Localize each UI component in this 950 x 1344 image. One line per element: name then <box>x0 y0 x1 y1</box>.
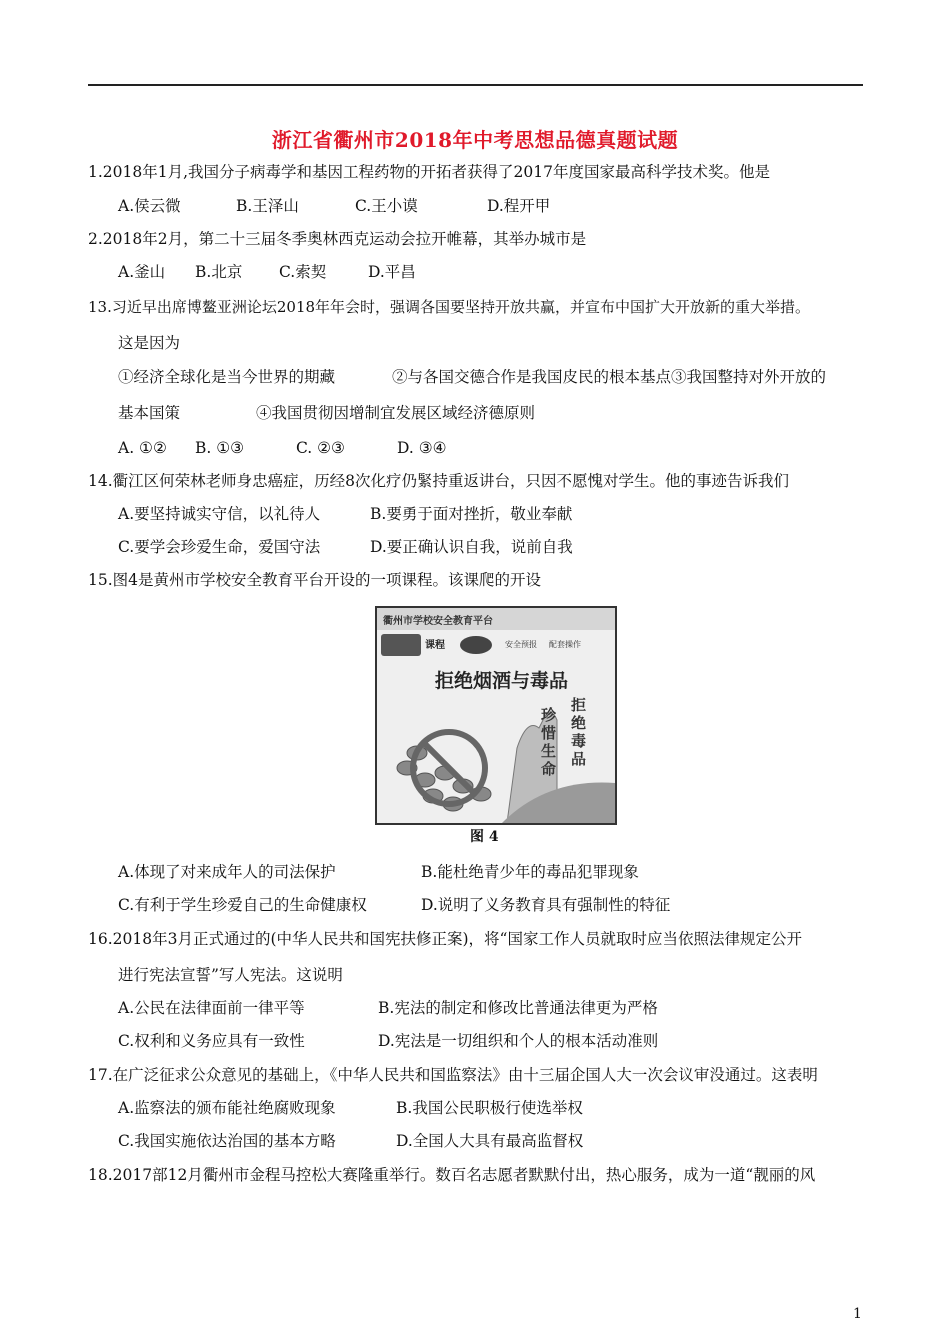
q1-option-b: B.王泽山 <box>236 197 299 215</box>
q14-option-c: C.要学会珍爱生命，爱国守法 <box>118 538 321 556</box>
question-16-stem-cont: 进行宪法宣誓”写人宪法。这说明 <box>118 966 343 984</box>
q13-statement-3-cont: 基本国策 <box>118 404 181 422</box>
q13-statement-4: ④我国贯彻因增制宜发展区域经济德原则 <box>256 404 536 422</box>
poster-rules: 配套操作 <box>549 640 581 649</box>
q17-option-c: C.我国实施依达治国的基本方略 <box>118 1132 336 1150</box>
poster-header: 衢州市学校安全教育平台 <box>383 616 493 627</box>
poster-safety: 安全预报 <box>505 640 537 649</box>
q2-option-a: A.釜山 <box>118 263 166 281</box>
q17-option-a: A.监察法的颁布能社绝腐败现象 <box>118 1099 336 1117</box>
figure-4-poster <box>375 606 617 825</box>
question-14-stem: 14.衢江区何荣林老师身忠癌症，历经8次化疗仍緊持重返讲台，只因不愿愧对学生。他的事迹告诉我们 <box>88 472 790 490</box>
q16-option-c: C.权利和义务应具有一致性 <box>118 1032 305 1050</box>
question-1-stem: 1.2018年1月,我国分子病毒学和基因工程药物的开拓者获得了2017年度国家最高科学技术奖。他是 <box>88 163 770 181</box>
q13-option-c: C. ②③ <box>296 439 345 457</box>
document-title: 浙江省衢州市2018年中考思想品德真题试题 <box>271 128 679 152</box>
q1-option-c: C.王小谟 <box>355 197 418 215</box>
q16-option-d: D.宪法是一切组织和个人的根本活动准则 <box>378 1032 659 1050</box>
page-number: 1 <box>853 1306 862 1322</box>
question-15-stem: 15.图4是黄州市学校安全教育平台开设的一项课程。该课爬的开设 <box>88 571 542 589</box>
question-13-stem-cont: 这是因为 <box>118 334 181 352</box>
question-2-stem: 2.2018年2月，第二十三届冬季奥林西克运动会拉开帷幕，其举办城市是 <box>88 230 587 248</box>
poster-vertical-left: 珍惜生命 <box>541 706 557 778</box>
header-rule <box>88 84 863 86</box>
poster-vertical-right: 拒绝毒品 <box>571 696 587 768</box>
q15-option-c: C.有利于学生珍爱自己的生命健康权 <box>118 896 367 914</box>
q17-option-d: D.全国人大具有最高监督权 <box>396 1132 584 1150</box>
q16-option-a: A.公民在法律面前一律平等 <box>118 999 305 1017</box>
q14-option-d: D.要正确认识自我，说前自我 <box>370 538 573 556</box>
poster-headline: 拒绝烟酒与毒品 <box>435 670 569 692</box>
q15-option-b: B.能杜绝青少年的毒品犯罪现象 <box>421 863 639 881</box>
q13-option-b: B. ①③ <box>195 439 245 457</box>
q1-option-a: A.侯云微 <box>118 197 181 215</box>
q15-option-d: D.说明了义务教育具有强制性的特征 <box>421 896 671 914</box>
q13-statement-1: ①经济全球化是当今世界的期藏 <box>118 368 336 386</box>
question-16-stem: 16.2018年3月正式通过的(中华人民共和国宪扶修正案)，将“国家工作人员就取时应当依照法律规定公开 <box>88 930 802 948</box>
q2-option-b: B.北京 <box>195 263 243 281</box>
q15-option-a: A.体现了对来成年人的司法保护 <box>118 863 336 881</box>
q13-statement-2-3: ②与各国交德合作是我国皮民的根本基点③我国整持对外开放的 <box>392 368 827 386</box>
q16-option-b: B.宪法的制定和修改比普通法律更为严格 <box>378 999 658 1017</box>
figure-4-caption: 图 4 <box>470 829 499 845</box>
poster-course: 课程 <box>425 640 445 651</box>
question-17-stem: 17.在广泛征求公众意见的基础上，《中华人民共和国监察法》由十三届企国人大一次会议审没通过。这表明 <box>88 1066 818 1084</box>
q2-option-c: C.索契 <box>279 263 327 281</box>
q1-option-d: D.程开甲 <box>487 197 551 215</box>
q2-option-d: D.平昌 <box>368 263 416 281</box>
question-13-stem: 13.习近早出席博鳌亚洲论坛2018年年会时，强调各国要坚持开放共赢，并宣布中国扩大开放新的重大举措。 <box>88 298 811 316</box>
q13-option-d: D. ③④ <box>397 439 447 457</box>
q17-option-b: B.我国公民职极行使选举权 <box>396 1099 583 1117</box>
q14-option-b: B.要勇于面对挫折，敬业奉献 <box>370 505 573 523</box>
q14-option-a: A.要坚持诚实守信，以礼待人 <box>118 505 321 523</box>
question-18-stem: 18.2017部12月衢州市金程马控松大赛隆重举行。数百名志愿者默默付出，热心服务，成为一道“靓丽的风 <box>88 1166 816 1184</box>
q13-option-a: A. ①② <box>118 439 167 457</box>
